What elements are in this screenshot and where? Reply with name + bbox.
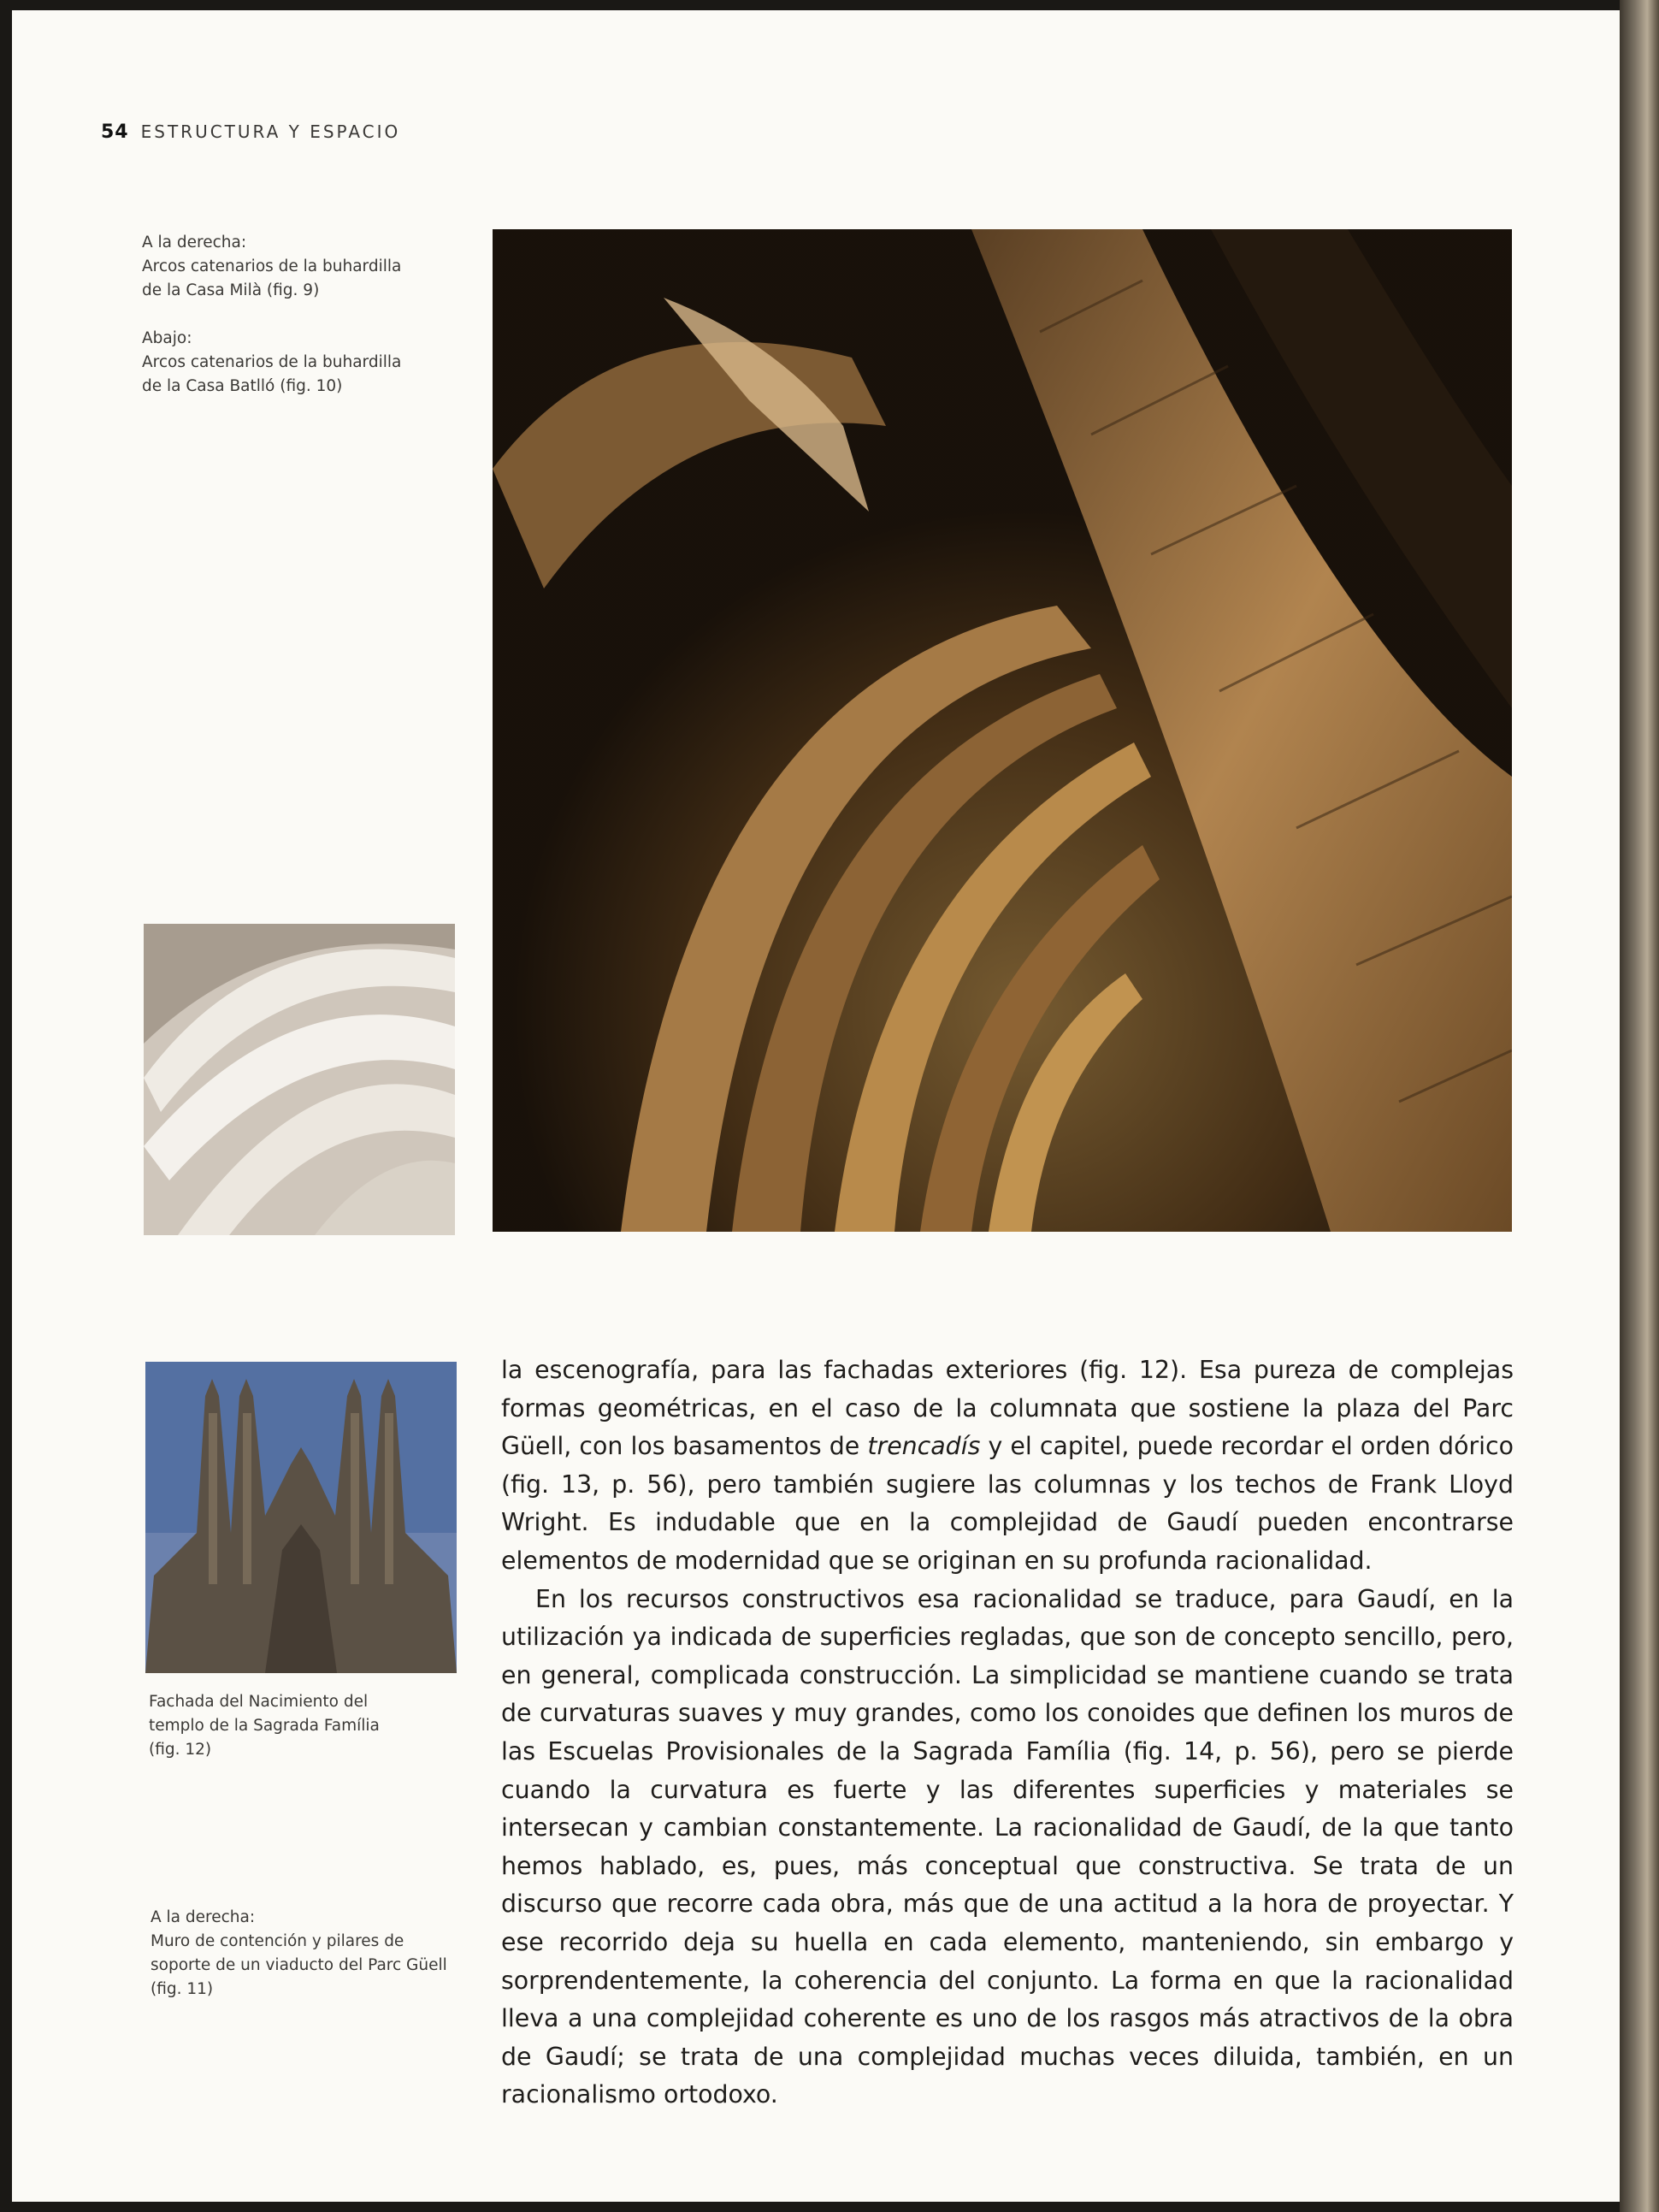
body-text bbox=[501, 1351, 1514, 2114]
photo-casa-mila-arches bbox=[493, 229, 1512, 1232]
italic-term: trencadís bbox=[867, 1432, 981, 1461]
caption-parc-guell-viaduct: A la derecha: Muro de contención y pilares de soporte de un viaducto del Parc Güell (fig. 11) bbox=[151, 1908, 447, 1998]
paragraph-1: la escenografía, para las fachadas exteriores (fig. 12). Esa pureza de complejas formas geométricas, en el caso de la columnata que sostiene la plaza del Parc Güell, con los basamentos de trencadís y el capitel, puede recordar el orden dórico (fig. 13, p. 56), pero también sugiere las columnas y los techos de Frank Lloyd Wright. Es indudable que en la complejidad de Gaudí pueden encontrarse elementos de modernidad que se originan en su profunda racionalidad. bbox=[501, 1356, 1514, 1575]
paragraph-2: En los recursos constructivos esa racionalidad se traduce, para Gaudí, en la utilización ya indicada de superficies regladas, que son de concepto sencillo, pero, en general, complicada construcción. La simplicidad se mantiene cuando se trata de curvaturas suaves y muy grandes, como los conoides que definen los muros de las Escuelas Provisionales de la Sagrada Família (fig. 14, p. 56), pero se pierde cuando la curvatura es fuerte y las diferentes superficies y materiales se intersecan y cambian constantemente. La racionalidad de Gaudí, de la que tanto hemos hablado, es, pues, más conceptual que constructiva. Se trata de un discurso que recorre cada obra, más que de una actitud a la hora de proyectar. Y ese recorrido deja su huella en cada elemento, manteniendo, sin embargo y sorprendentemente, la coherencia del conjunto. La forma en que la racionalidad lleva a una complejidad coherente es uno de los rasgos más atractivos de la obra de Gaudí; se trata de una complejidad muchas veces diluida, también, en un racionalismo ortodoxo. bbox=[501, 1584, 1514, 2109]
caption-sagrada-familia: Fachada del Nacimiento del templo de la Sagrada Família (fig. 12) bbox=[149, 1693, 380, 1759]
caption-casa-mila: A la derecha: Arcos catenarios de la buhardilla de la Casa Milà (fig. 9) bbox=[142, 234, 402, 299]
photo-casa-batllo-arches bbox=[144, 924, 455, 1235]
running-header bbox=[101, 121, 400, 143]
section-title: ESTRUCTURA Y ESPACIO bbox=[140, 121, 401, 142]
book-binding-edge bbox=[1620, 0, 1659, 2212]
photo-sagrada-familia bbox=[145, 1362, 457, 1673]
page-number: 54 bbox=[101, 121, 129, 143]
caption-casa-batllo: Abajo: Arcos catenarios de la buhardilla de la Casa Batlló (fig. 10) bbox=[142, 329, 402, 395]
